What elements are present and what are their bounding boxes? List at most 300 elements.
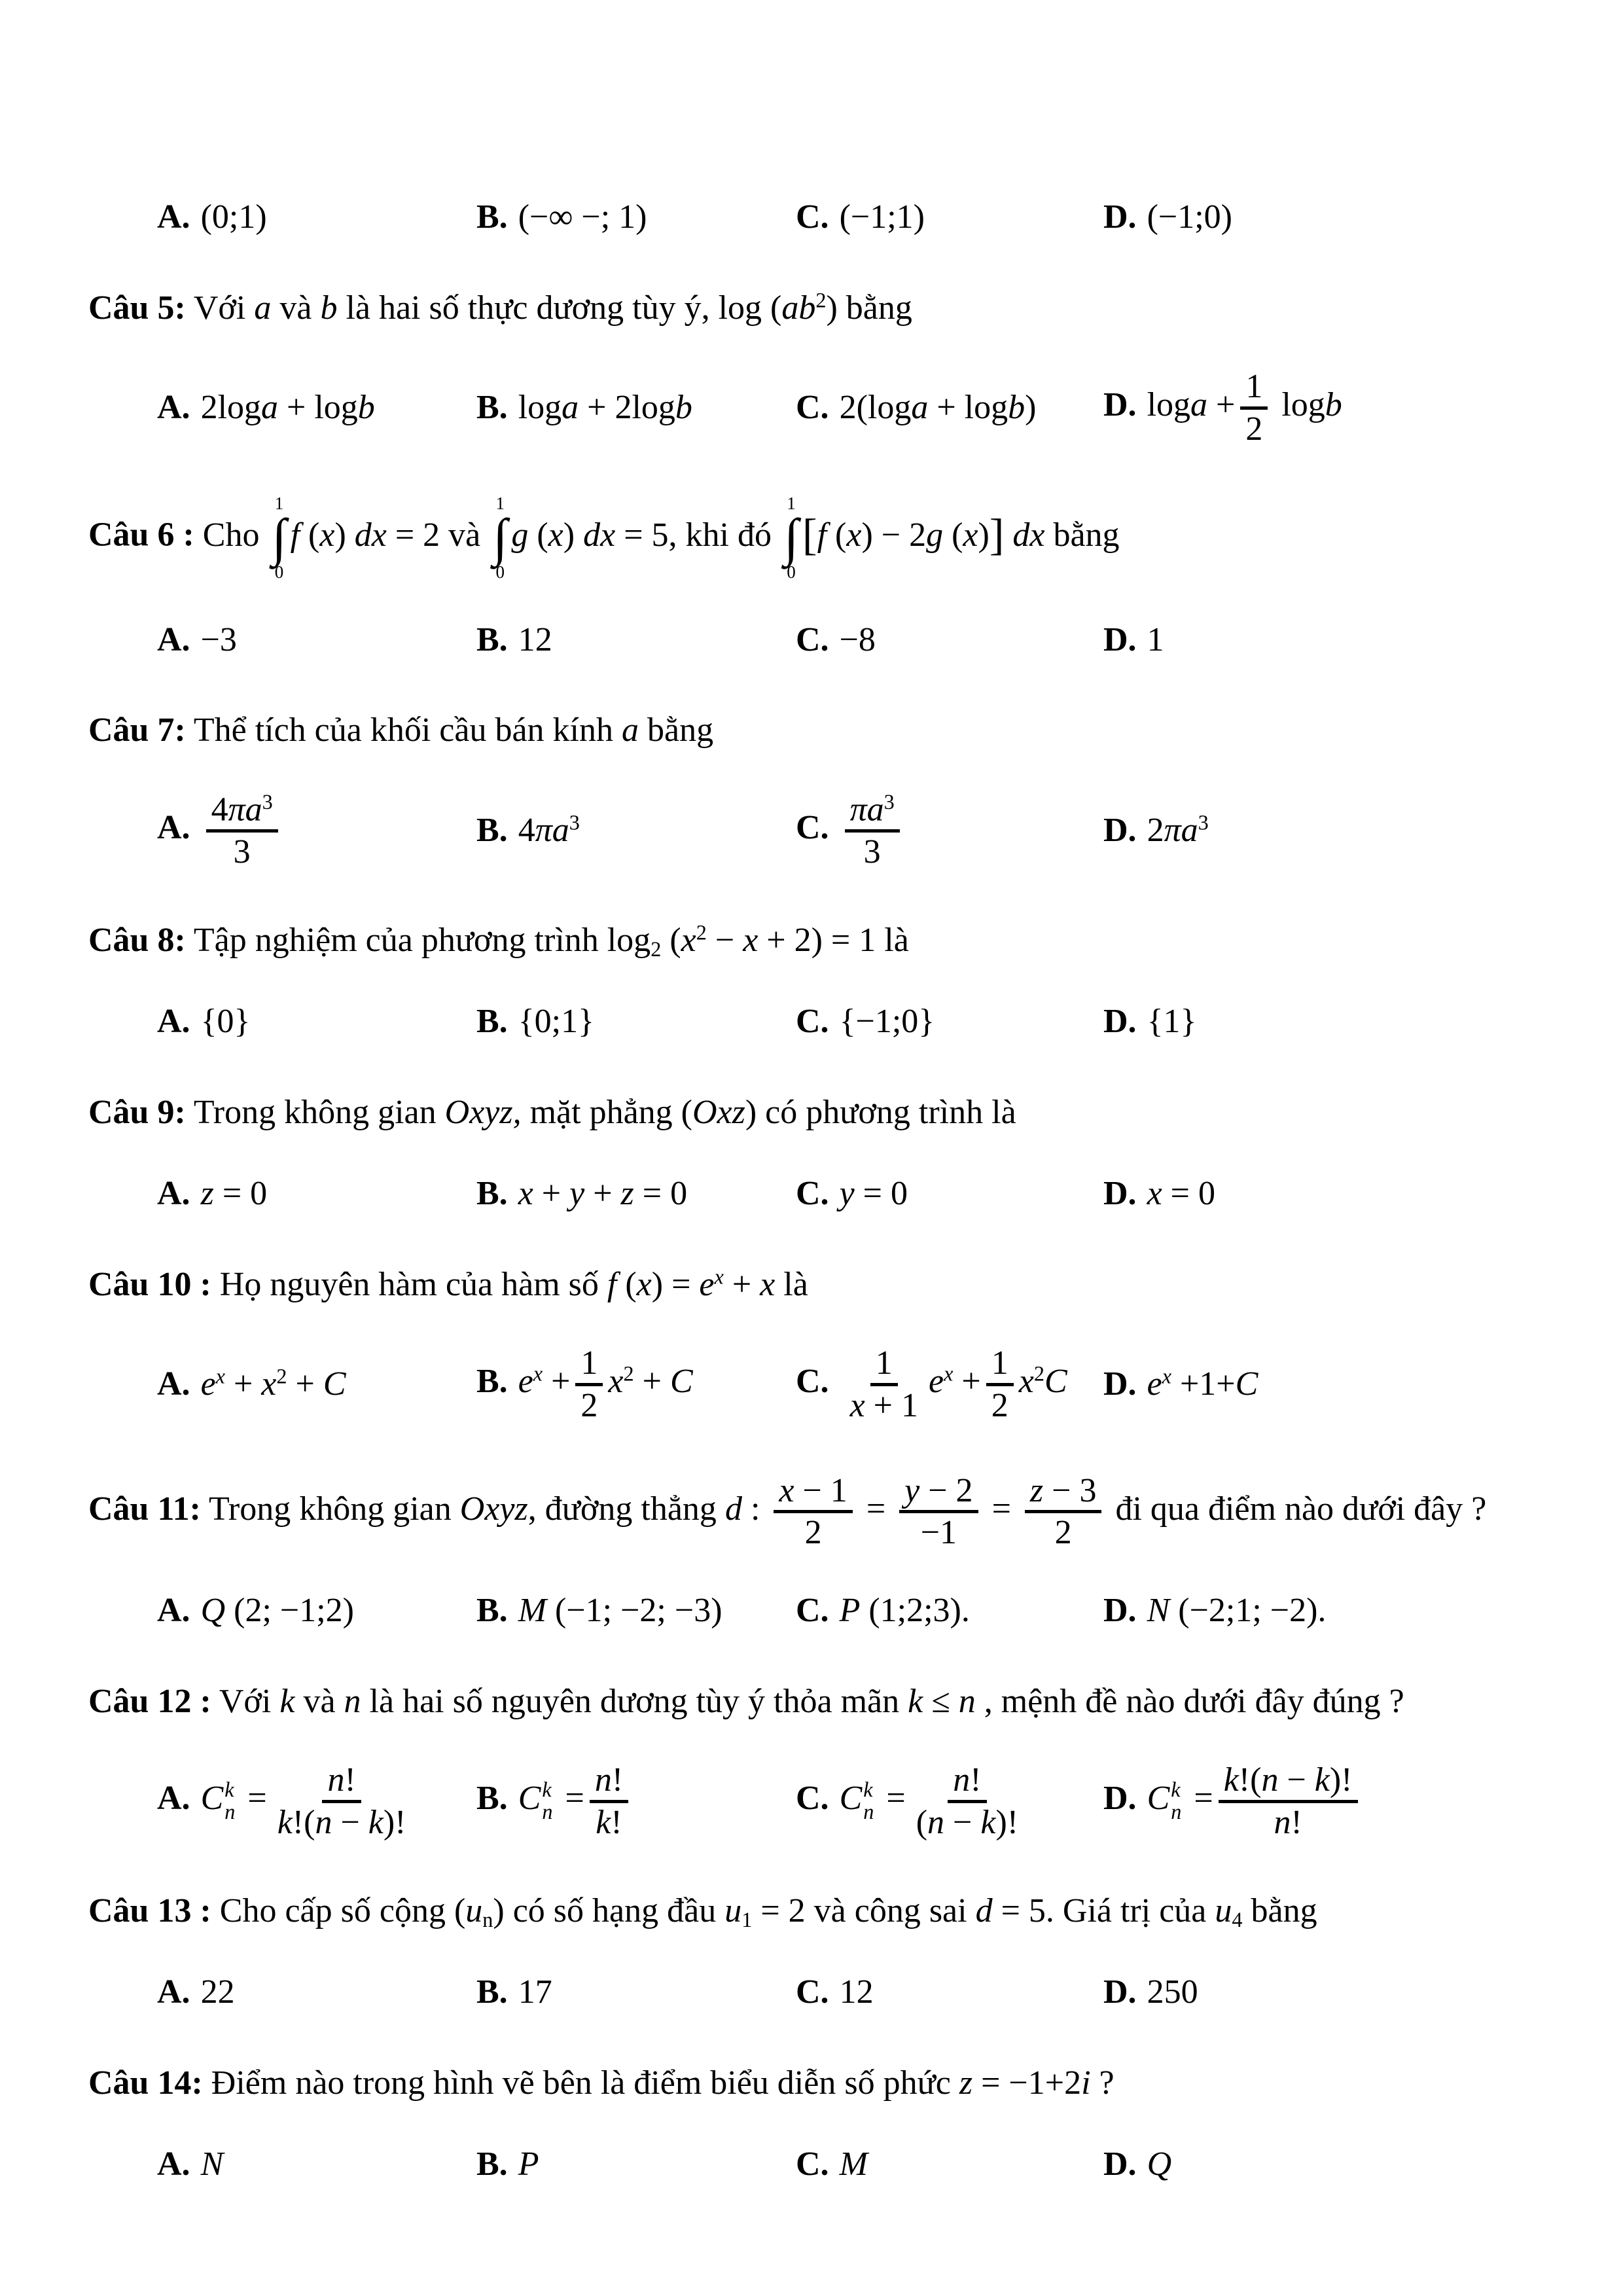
question-label: Câu 13 : [88,1892,211,1929]
option-letter: C. [796,1780,829,1818]
fraction-denominator: 2 [580,1386,598,1424]
math-italic: d [724,1490,742,1528]
math-italic: Oxz [692,1093,745,1131]
option-letter: A. [157,2145,190,2183]
math-italic: i [1081,2064,1091,2102]
question-label: Câu 6 : [88,516,194,554]
math-italic: k [1314,1761,1330,1799]
fraction [845,1344,923,1426]
fraction-denominator: k! [596,1803,622,1841]
fraction-denominator: 2 [804,1514,822,1552]
option-content: C k n = $\frac{n!}{k!}$ [518,1780,633,1817]
integral-lower-limit: 0 [495,562,505,583]
answer-option [476,999,796,1044]
math-italic: x [963,516,978,554]
big-bracket: [ [802,510,817,560]
fraction-numerator: x − 1 [774,1471,852,1514]
question-block [88,708,1544,872]
math-italic: u [1215,1892,1232,1929]
math-italic: u [724,1892,742,1929]
answer-option [796,1172,1103,1216]
fraction [272,1761,412,1842]
binomial-scripts [224,1779,235,1823]
integral-with-limits [493,494,507,581]
option-letter: C. [796,1175,829,1213]
answer-option [1103,808,1544,853]
math-italic: y [569,1175,585,1213]
math-italic: z [620,1175,634,1213]
option-letter: C. [796,809,829,847]
answer-option [1103,1970,1544,2015]
integral-sign: ∫ [783,508,799,567]
option-content: $e^x$ + $\frac{1}{2}$ $x^2 + C$ [518,1344,693,1424]
question-text: Cho cấp số cộng $(u_n)$ có số hạng đầu $u_1 = 2$ và công sai d = 5. Giá trị của $u_4$ bằng [219,1892,1317,1931]
superscript [216,1365,225,1388]
integral-lower-limit: 0 [274,562,284,583]
question-text: Họ nguyên hàm của hàm số f $(x) = e^x + x$ là [219,1265,808,1303]
answer-option [796,195,1103,240]
math-italic: a [254,289,272,327]
superscript: 3 [262,789,273,814]
question-line [88,2060,1544,2106]
math-italic: x [1162,1364,1171,1388]
question-text: Thể tích của khối cầu bán kính a bằng [193,711,714,749]
option-content: loga + $\frac{1}{2}$ logb [1147,367,1342,448]
option-letter: C. [796,198,829,236]
subscript: 4 [1232,1907,1243,1931]
binomial-base: C [1147,1780,1170,1818]
question-label: Câu 7: [88,711,186,749]
math-italic: x [681,921,696,959]
option-letter: B. [476,2145,508,2183]
math-italic: e [200,1365,216,1403]
math-italic: Q [1147,2145,1172,2183]
option-letter: D. [1103,1780,1137,1818]
integral-upper-limit: 1 [495,493,505,514]
option-content: −8 [839,620,876,658]
question-line [88,494,1544,581]
option-content: x = 0 [1147,1175,1215,1213]
question-line [88,708,1544,753]
binomial-scripts [1171,1779,1181,1823]
option-letter: A. [157,198,190,236]
math-italic: u [465,1892,483,1929]
math-italic: x [760,1265,776,1303]
option-letter: C. [796,1363,829,1401]
option-letter: A. [157,389,190,427]
fraction-numerator: 1 [1240,367,1268,410]
option-letter: A. [157,1175,190,1213]
math-italic: a [621,711,639,749]
answer-option [157,1761,476,1842]
math-italic: e [1147,1365,1162,1403]
fraction-denominator: 3 [863,833,881,871]
superscript [715,1265,724,1288]
math-italic: Oxyz [459,1490,528,1528]
binomial-superscript: k [542,1778,552,1802]
option-content: C k n = $\frac{n!}{k!(n - k)!}$ [201,1780,417,1817]
question-label: Câu 10 : [88,1265,211,1303]
option-content: C k n = $\frac{n!}{(n - k)!}$ [840,1780,1029,1817]
answer-option [1103,1588,1544,1633]
option-content: {0;1} [518,1003,595,1041]
math-italic: k [368,1803,383,1841]
option-letter: D. [1103,620,1137,658]
superscript [944,1361,953,1385]
math-italic: ab [781,289,816,327]
superscript [1162,1365,1171,1388]
option-letter: B. [476,812,508,850]
math-italic: x [849,1386,865,1424]
option-content: x + y + z = 0 [518,1175,688,1213]
superscript: 3 [883,789,895,814]
math-italic: k [596,1803,611,1841]
math-italic: n [315,1803,332,1841]
binomial-superscript: k [1171,1778,1181,1802]
answer-option [476,808,796,853]
math-italic: g [926,516,944,554]
answer-option [157,618,476,662]
option-content: N (−2;1; −2). [1147,1592,1327,1630]
option-content: (0;1) [200,198,267,236]
math-italic: n [927,1803,945,1841]
math-italic: πa [1164,812,1198,850]
answer-option [796,790,1103,872]
question-block [88,918,1544,1044]
question-block [88,2060,1544,2187]
option-content: loga + 2logb [518,389,692,427]
question-label: Câu 5: [88,289,186,327]
fraction [986,1344,1014,1426]
option-content: −3 [200,620,237,658]
math-italic: πa [228,791,262,829]
option-content: 17 [518,1973,552,2011]
answer-option [796,999,1103,1044]
answer-option [1103,2142,1544,2187]
math-italic: x [1147,1175,1162,1213]
math-italic: dx [354,516,387,554]
fraction-denominator: 2 [1054,1514,1072,1552]
math-italic: x [714,1265,724,1289]
fraction-numerator: k!(n − k)! [1219,1761,1358,1803]
math-italic: dx [583,516,616,554]
math-italic: b [675,389,692,427]
question-text: Với k và n là hai số nguyên dương tùy ý thỏa mãn k ≤ n , mệnh đề nào dưới đây đúng ? [219,1682,1404,1720]
option-letter: C. [796,620,829,658]
binomial-superscript: k [863,1778,873,1802]
math-italic: x [743,921,758,959]
math-italic: f [290,516,300,554]
question-block [88,1090,1544,1216]
binomial-base: C [839,1780,863,1818]
options-row [157,999,1544,1044]
math-italic: k [277,1803,293,1841]
answer-option [157,195,476,240]
option-letter: C. [796,1592,829,1630]
binomial-subscript: n [863,1800,874,1824]
option-letter: A. [157,1592,190,1630]
answer-option [1103,1761,1544,1842]
binomial-subscript: n [224,1800,236,1824]
math-italic: x [548,516,563,554]
question-label: Câu 11: [88,1490,201,1528]
math-italic: a [911,389,929,427]
option-letter: B. [476,1780,508,1818]
question-text: Điểm nào trong hình vẽ bên là điểm biểu diễn số phức z = −1+2i ? [211,2064,1115,2102]
answer-option [157,1970,476,2015]
fraction-denominator: −1 [920,1514,957,1552]
subscript: n [482,1907,493,1931]
superscript: 2 [696,920,707,944]
integral-with-limits [272,494,286,581]
math-italic: N [200,2145,224,2183]
math-italic: e [928,1363,944,1401]
math-italic: x [944,1361,954,1386]
option-letter: D. [1103,386,1137,424]
option-letter: B. [476,389,508,427]
option-content: C k n = $\frac{k!(n - k)!}{n!}$ [1147,1780,1363,1817]
answer-option [157,1588,476,1633]
option-content [201,2145,224,2183]
option-content: 250 [1147,1973,1198,2011]
question-text: Với a và b là hai số thực dương tùy ý, $\log (ab^2)$ bằng [193,287,912,327]
binomial-subscript: n [1171,1800,1182,1824]
option-content: 1 [1147,620,1164,658]
question-block [88,1262,1544,1426]
binomial-subscript: n [542,1800,553,1824]
math-italic: b [1008,389,1026,427]
options-row [157,195,1544,240]
option-content: (−1;0) [1147,198,1232,236]
option-letter: A. [157,1780,190,1818]
math-italic: x [636,1265,652,1303]
math-italic: πa [535,812,569,850]
option-content: $2\pi a^3$ [1147,810,1209,850]
fraction-denominator: 3 [233,833,251,871]
math-italic: y [904,1471,920,1509]
question-block [88,195,1544,240]
option-letter: B. [476,620,508,658]
option-content: P (1;2;3). [839,1592,970,1630]
math-italic: C [1235,1365,1258,1403]
answer-option [157,1172,476,1216]
math-italic: g [511,516,529,554]
math-italic: dx [1012,516,1045,554]
answer-option [157,386,476,430]
fraction-numerator [845,790,900,833]
answer-option [1103,618,1544,662]
superscript: 3 [569,810,580,834]
option-letter: A. [157,1365,190,1403]
subscript: 1 [741,1907,753,1931]
answer-option [796,386,1103,430]
question-text: Trong không gian Oxyz, đường thẳng d : $\frac{x - 1}{2}$ = $\frac{y - 2}{-1}$ = $\frac{z - 3}{2}$ đi qua điểm nào dưới đây ? [208,1471,1487,1552]
answer-option [157,1362,476,1407]
answer-option [796,618,1103,662]
answer-option [476,1172,796,1216]
question-label: Câu 9: [88,1093,186,1131]
option-content: 12 [839,1973,874,2011]
option-letter: C. [796,2145,829,2183]
option-content: {−1;0} [839,1003,935,1041]
answer-option [796,2142,1103,2187]
math-italic: n [958,1682,976,1720]
answer-option [1103,1362,1544,1407]
question-label: Câu 14: [88,2064,203,2102]
math-italic: x [261,1365,277,1403]
math-italic: d [975,1892,993,1929]
option-letter: D. [1103,1592,1137,1630]
math-italic: z [1029,1471,1044,1509]
question-line [88,285,1544,331]
math-italic: z [959,2064,973,2102]
options-row [157,2142,1544,2187]
option-content: $e^x + x^2 + C$ [200,1364,346,1403]
integral-lower-limit: 0 [787,562,796,583]
math-italic: x [608,1363,624,1401]
question-label: Câu 12 : [88,1682,211,1720]
superscript: 2 [623,1361,634,1386]
option-letter: C. [796,1003,829,1041]
fraction-numerator: $4\pi a^3$ [206,790,278,833]
math-italic: n [594,1761,612,1799]
option-letter: A. [157,1003,190,1041]
fraction-denominator: n! [1274,1803,1302,1841]
answer-option [476,618,796,662]
superscript: 2 [276,1364,287,1388]
option-content: $4\pi a^3$ [518,810,580,850]
option-letter: B. [476,198,508,236]
option-content [840,2145,868,2183]
math-italic: x [518,1175,533,1213]
math-italic: a [562,389,579,427]
option-content: z = 0 [200,1175,268,1213]
binomial-scripts [863,1779,874,1823]
fraction-denominator: k!(n − k)! [277,1803,406,1841]
math-italic: z [200,1175,214,1213]
question-block [88,1679,1544,1842]
fraction [1025,1471,1102,1553]
binomial-scripts [542,1779,552,1823]
options-row [157,790,1544,872]
math-italic: e [699,1265,715,1303]
superscript: 2 [815,287,827,312]
fraction-denominator: x + 1 [849,1386,918,1424]
answer-option [476,1970,796,2015]
option-letter: D. [1103,1973,1137,2011]
answer-option [1103,367,1544,449]
fraction-numerator: n! [948,1761,986,1803]
question-line [88,918,1544,964]
option-letter: D. [1103,1365,1137,1403]
options-row [157,618,1544,662]
answer-option [157,2142,476,2187]
math-italic: a [1190,386,1208,424]
question-line [88,1888,1544,1935]
option-content: 2(loga + logb) [839,389,1037,427]
superscript: 2 [1033,1361,1044,1386]
option-letter: C. [796,1973,829,2011]
integral-sign: ∫ [493,508,508,567]
answer-option [1103,195,1544,240]
math-italic: C [323,1365,346,1403]
fraction [575,1344,603,1426]
option-letter: B. [476,1175,508,1213]
math-italic: C [669,1363,693,1401]
answer-option [476,1588,796,1633]
option-content [1147,2145,1172,2183]
integral-upper-limit: 1 [274,493,284,514]
math-italic: x [779,1471,794,1509]
answer-option [157,999,476,1044]
option-content: $\frac{1}{x + 1}$ $e^x$ + $\frac{1}{2}$ $x^2C$ [840,1363,1067,1400]
math-italic: x [533,1361,543,1386]
math-italic: f [607,1265,617,1303]
integral-upper-limit: 1 [787,493,796,514]
fraction-numerator: 1 [575,1344,603,1386]
options-row [157,1172,1544,1216]
answer-option [796,1344,1103,1426]
option-letter: D. [1103,1003,1137,1041]
binomial-base: C [518,1780,541,1818]
option-letter: B. [476,1592,508,1630]
question-line [88,1471,1544,1553]
math-italic: N [1147,1592,1170,1630]
answer-option [476,2142,796,2187]
option-letter: B. [476,1973,508,2011]
binomial-base: C [200,1780,224,1818]
fraction [845,790,900,872]
math-italic: k [279,1682,295,1720]
answer-option [476,1344,796,1426]
math-italic: k [980,1803,996,1841]
math-italic: M [518,1592,547,1630]
fraction-numerator: 1 [870,1344,898,1386]
option-content: M (−1; −2; −3) [518,1592,722,1630]
option-letter: A. [157,809,190,847]
question-block [88,1471,1544,1633]
integral-sign: ∫ [272,508,287,567]
fraction [590,1761,628,1842]
math-italic: Q [200,1592,226,1630]
fraction [911,1761,1024,1842]
fraction-denominator: 2 [1245,410,1263,448]
math-italic: P [839,1592,861,1630]
question-block [88,285,1544,449]
question-label: Câu 8: [88,921,186,959]
math-italic: x [319,516,335,554]
question-text: Trong không gian Oxyz, mặt phẳng (Oxz) có phương trình là [193,1093,1016,1131]
answer-option [476,195,796,240]
math-italic: n [1274,1803,1291,1841]
question-text: Tập nghiệm của phương trình $\log_2 (x^2 - x + 2) = 1$ là [193,920,909,961]
options-row [157,367,1544,449]
big-bracket: ] [989,510,1005,560]
math-italic: Oxyz, [444,1093,522,1131]
fraction [1240,367,1268,449]
option-letter: A. [157,620,190,658]
fraction-numerator: y − 2 [899,1471,978,1514]
question-text: Cho 1 ∫ 0 f (x) dx = 2 và 1 ∫ 0 g (x) dx = 5, khi đó 1 ∫ 0 [f (x) − 2g (x)] dx bằng [202,493,1120,583]
answer-option [796,1761,1103,1842]
math-italic: k [1223,1761,1239,1799]
options-row [157,1970,1544,2015]
options-row [157,1761,1544,1842]
math-italic: a [261,389,279,427]
fraction-denominator: (n − k)! [916,1803,1019,1841]
option-letter: D. [1103,198,1137,236]
math-italic: b [357,389,375,427]
